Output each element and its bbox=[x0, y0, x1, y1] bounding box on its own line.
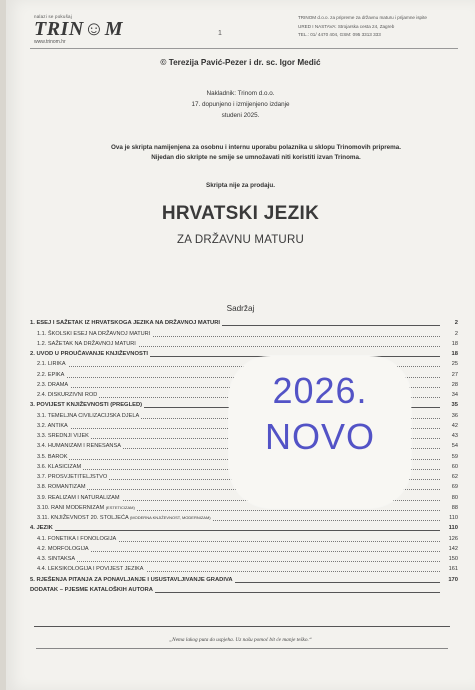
toc-entry-text: 3.7. PROSVJETITELJSTVO bbox=[37, 474, 108, 480]
toc-page-number: 150 bbox=[448, 556, 458, 562]
toc-page-number: 27 bbox=[451, 371, 458, 378]
logo-url: www.trinom.hr bbox=[34, 39, 66, 45]
toc-page-number: 36 bbox=[451, 412, 458, 419]
toc-entry-label bbox=[30, 535, 118, 543]
toc-page-number: 2 bbox=[454, 320, 458, 327]
page-number: 1 bbox=[218, 30, 222, 37]
company-line: TEL.: 01/ 4470 404, GSM: 095 3313 333 bbox=[298, 32, 381, 37]
logo-tagline: nalazi se pokušaj bbox=[34, 14, 72, 19]
company-info bbox=[298, 14, 458, 40]
toc-page-number: 69 bbox=[451, 484, 458, 491]
toc-entry-label bbox=[30, 524, 55, 532]
toc-entry-text: 3.6. KLASICIZAM bbox=[37, 463, 82, 470]
toc-page-number: 35 bbox=[451, 402, 458, 409]
footer-divider bbox=[34, 626, 450, 627]
company-line: URED I NASTAVA: Strojarska cesta 24, Zagreb bbox=[298, 23, 395, 29]
toc-entry-label bbox=[30, 391, 99, 399]
toc-entry-label bbox=[30, 545, 91, 553]
toc-entry-label bbox=[30, 350, 150, 358]
footer-divider-bottom bbox=[36, 648, 448, 649]
toc-entry-label bbox=[30, 412, 141, 420]
toc-section-row bbox=[30, 585, 458, 595]
toc-entry-text: 3.10. RANI MODERNIZAM bbox=[37, 504, 105, 511]
toc-entry-note: (ESTETICIZAM) bbox=[105, 504, 135, 510]
toc-entry-label bbox=[30, 381, 70, 389]
toc-entry-label bbox=[30, 483, 87, 491]
toc-entry-label bbox=[30, 586, 155, 594]
toc-entry-text: 3.8. ROMANTIZAM bbox=[37, 484, 86, 491]
toc-page-number: 54 bbox=[451, 443, 458, 450]
toc-section-row bbox=[30, 318, 458, 328]
toc-page-number: 110 bbox=[449, 515, 458, 521]
toc-subsection-row bbox=[30, 513, 458, 523]
toc-page-number: 59 bbox=[451, 453, 458, 460]
toc-entry-label bbox=[30, 514, 213, 522]
toc-heading: Sadržaj bbox=[226, 304, 255, 313]
logo-text: TRIN☺M bbox=[34, 18, 123, 40]
publisher-line: studeni 2025. bbox=[221, 112, 260, 119]
toc-entry-text: 5. RJEŠENJA PITANJA ZA PONAVLJANJE I USUSTAVLJIVANJE GRADIVA bbox=[30, 576, 233, 583]
toc-subsection-row bbox=[30, 554, 458, 564]
toc-entry-text: 2.2. EPIKA bbox=[37, 371, 65, 378]
toc-entry-text: 4.2. MORFOLOGIJA bbox=[37, 545, 89, 552]
toc-entry-label bbox=[30, 565, 146, 573]
toc-page-number: 42 bbox=[451, 422, 458, 429]
toc-entry-text: 4.3. SINTAKSA bbox=[37, 556, 76, 562]
copyright-line: © Terezija Pavić-Pezer i dr. sc. Igor Medić bbox=[160, 58, 321, 67]
toc-entry-label bbox=[30, 360, 68, 368]
toc-subsection-row bbox=[30, 503, 458, 513]
toc-subsection-row bbox=[30, 339, 458, 349]
toc-entry-label bbox=[30, 555, 77, 563]
toc-page-number: 18 bbox=[451, 340, 458, 347]
toc-page-number: 2 bbox=[454, 330, 458, 337]
toc-entry-label bbox=[30, 504, 137, 512]
publisher-info bbox=[6, 88, 475, 121]
document-page bbox=[6, 0, 475, 690]
toc-page-number: 60 bbox=[451, 463, 458, 470]
toc-entry-text: 4.4. LEKSIKOLOGIJA I POVIJEST JEZIKA bbox=[37, 566, 144, 573]
toc-entry-label bbox=[30, 401, 144, 409]
toc-entry-note: (MODERNA KNJIŽEVNOST, MODERNIZAM) bbox=[129, 515, 211, 520]
toc-entry-text: 3.9. REALIZAM I NATURALIZAM bbox=[37, 494, 120, 501]
toc-entry-text: 2.1. LIRIKA bbox=[37, 361, 66, 368]
toc-entry-label bbox=[30, 442, 123, 450]
document-title: HRVATSKI JEZIK bbox=[161, 203, 320, 224]
toc-entry-label bbox=[30, 319, 222, 327]
toc-page-number: 28 bbox=[451, 381, 458, 388]
toc-page-number: 25 bbox=[451, 361, 458, 368]
toc-section-row bbox=[30, 523, 458, 533]
footer-motto: „Nema lakog puta do uspjeha. Uz našu pomoć bit će manje teško.“ bbox=[169, 637, 312, 643]
toc-entry-label bbox=[30, 340, 138, 348]
header-divider bbox=[30, 48, 458, 49]
toc-entry-text: 4. JEZIK bbox=[30, 525, 53, 532]
not-for-sale-note: Skripta nije za prodaju. bbox=[206, 182, 275, 189]
toc-entry-text: 4.1. FONETIKA I FONOLOGIJA bbox=[37, 535, 117, 542]
toc-page-number: 161 bbox=[448, 566, 458, 573]
toc-entry-label bbox=[30, 463, 83, 471]
usage-notice bbox=[36, 143, 475, 163]
toc-page-number: 34 bbox=[451, 392, 458, 398]
toc-page-number: 110 bbox=[448, 525, 458, 532]
publisher-line: 17. dopunjeno i izmijenjeno izdanje bbox=[191, 101, 290, 108]
toc-entry-text: 3.5. BAROK bbox=[37, 453, 68, 460]
toc-subsection-row bbox=[30, 544, 458, 554]
toc-subsection-row bbox=[30, 533, 458, 543]
toc-entry-text: 3.2. ANTIKA bbox=[37, 422, 68, 429]
toc-entry-text: 3.3. SREDNJI VIJEK bbox=[37, 433, 89, 439]
sticker-new-label: NOVO bbox=[264, 416, 375, 457]
toc-entry-text: DODATAK – PJESME KATALOŠKIH AUTORA bbox=[30, 586, 153, 593]
toc-entry-label bbox=[30, 330, 152, 338]
toc-subsection-row bbox=[30, 564, 458, 574]
toc-page-number: 142 bbox=[448, 545, 458, 552]
toc-page-number: 170 bbox=[448, 576, 458, 583]
document-subtitle: ZA DRŽAVNU MATURU bbox=[177, 234, 304, 246]
notice-line: Ova je skripta namijenjena za osobnu i internu uporabu polaznika u sklopu Trinomovih priprema. bbox=[110, 144, 402, 151]
toc-entry-text: 3. POVIJEST KNJIŽEVNOSTI (PREGLED) bbox=[30, 402, 143, 409]
notice-line: Nijedan dio skripte ne smije se umnožavati niti koristiti izvan Trinoma. bbox=[151, 154, 361, 161]
toc-section-row bbox=[30, 349, 458, 359]
toc-entry-text: 1. ESEJ I SAŽETAK IZ HRVATSKOGA JEZIKA NA DRŽAVNOJ MATURI bbox=[30, 320, 221, 327]
toc-entry-label bbox=[30, 422, 70, 430]
toc-entry-text: 2.3. DRAMA bbox=[37, 381, 69, 388]
toc-page-number: 18 bbox=[451, 351, 458, 357]
toc-page-number: 43 bbox=[451, 433, 458, 439]
toc-entry-text: 3.4. HUMANIZAM I RENESANSA bbox=[37, 443, 121, 450]
toc-page-number: 62 bbox=[451, 474, 458, 480]
toc-entry-label bbox=[30, 576, 235, 584]
toc-entry-label bbox=[30, 473, 109, 481]
toc-page-number: 80 bbox=[451, 494, 458, 501]
toc-entry-text: 2. UVOD U PROUČAVANJE KNJIŽEVNOSTI bbox=[30, 351, 148, 357]
new-edition-sticker bbox=[229, 356, 411, 508]
toc-entry-text: 3.11. KNJIŽEVNOST 20. STOLJEĆA bbox=[37, 515, 129, 521]
toc-entry-text: 1.2. SAŽETAK NA DRŽAVNOJ MATURI bbox=[37, 340, 136, 347]
sticker-year: 2026. bbox=[272, 370, 368, 411]
toc-entry-label bbox=[30, 494, 122, 502]
toc-entry-text: 3.1. TEMELJNA CIVILIZACIJSKA DJELA bbox=[37, 412, 140, 419]
toc-page-number: 88 bbox=[451, 504, 458, 511]
toc-entry-text: 1.1. ŠKOLSKI ESEJ NA DRŽAVNOJ MATURI bbox=[37, 330, 151, 337]
toc-entry-label bbox=[30, 432, 91, 440]
toc-page-number: 126 bbox=[448, 535, 458, 542]
toc-entry-text: 2.4. DISKURZIVNI ROD bbox=[37, 392, 98, 398]
toc-leader bbox=[30, 561, 440, 562]
toc-subsection-row bbox=[30, 328, 458, 338]
trinom-logo bbox=[34, 14, 123, 45]
toc-leader bbox=[30, 551, 440, 552]
toc-entry-label bbox=[30, 371, 66, 379]
toc-section-row bbox=[30, 574, 458, 584]
company-line: TRINOM d.o.o. za pripreme za državnu maturu i prijamne ispite bbox=[298, 15, 427, 20]
toc-entry-label bbox=[30, 453, 69, 461]
toc-leader bbox=[30, 530, 440, 531]
publisher-line: Nakladnik: Trinom d.o.o. bbox=[206, 90, 275, 97]
